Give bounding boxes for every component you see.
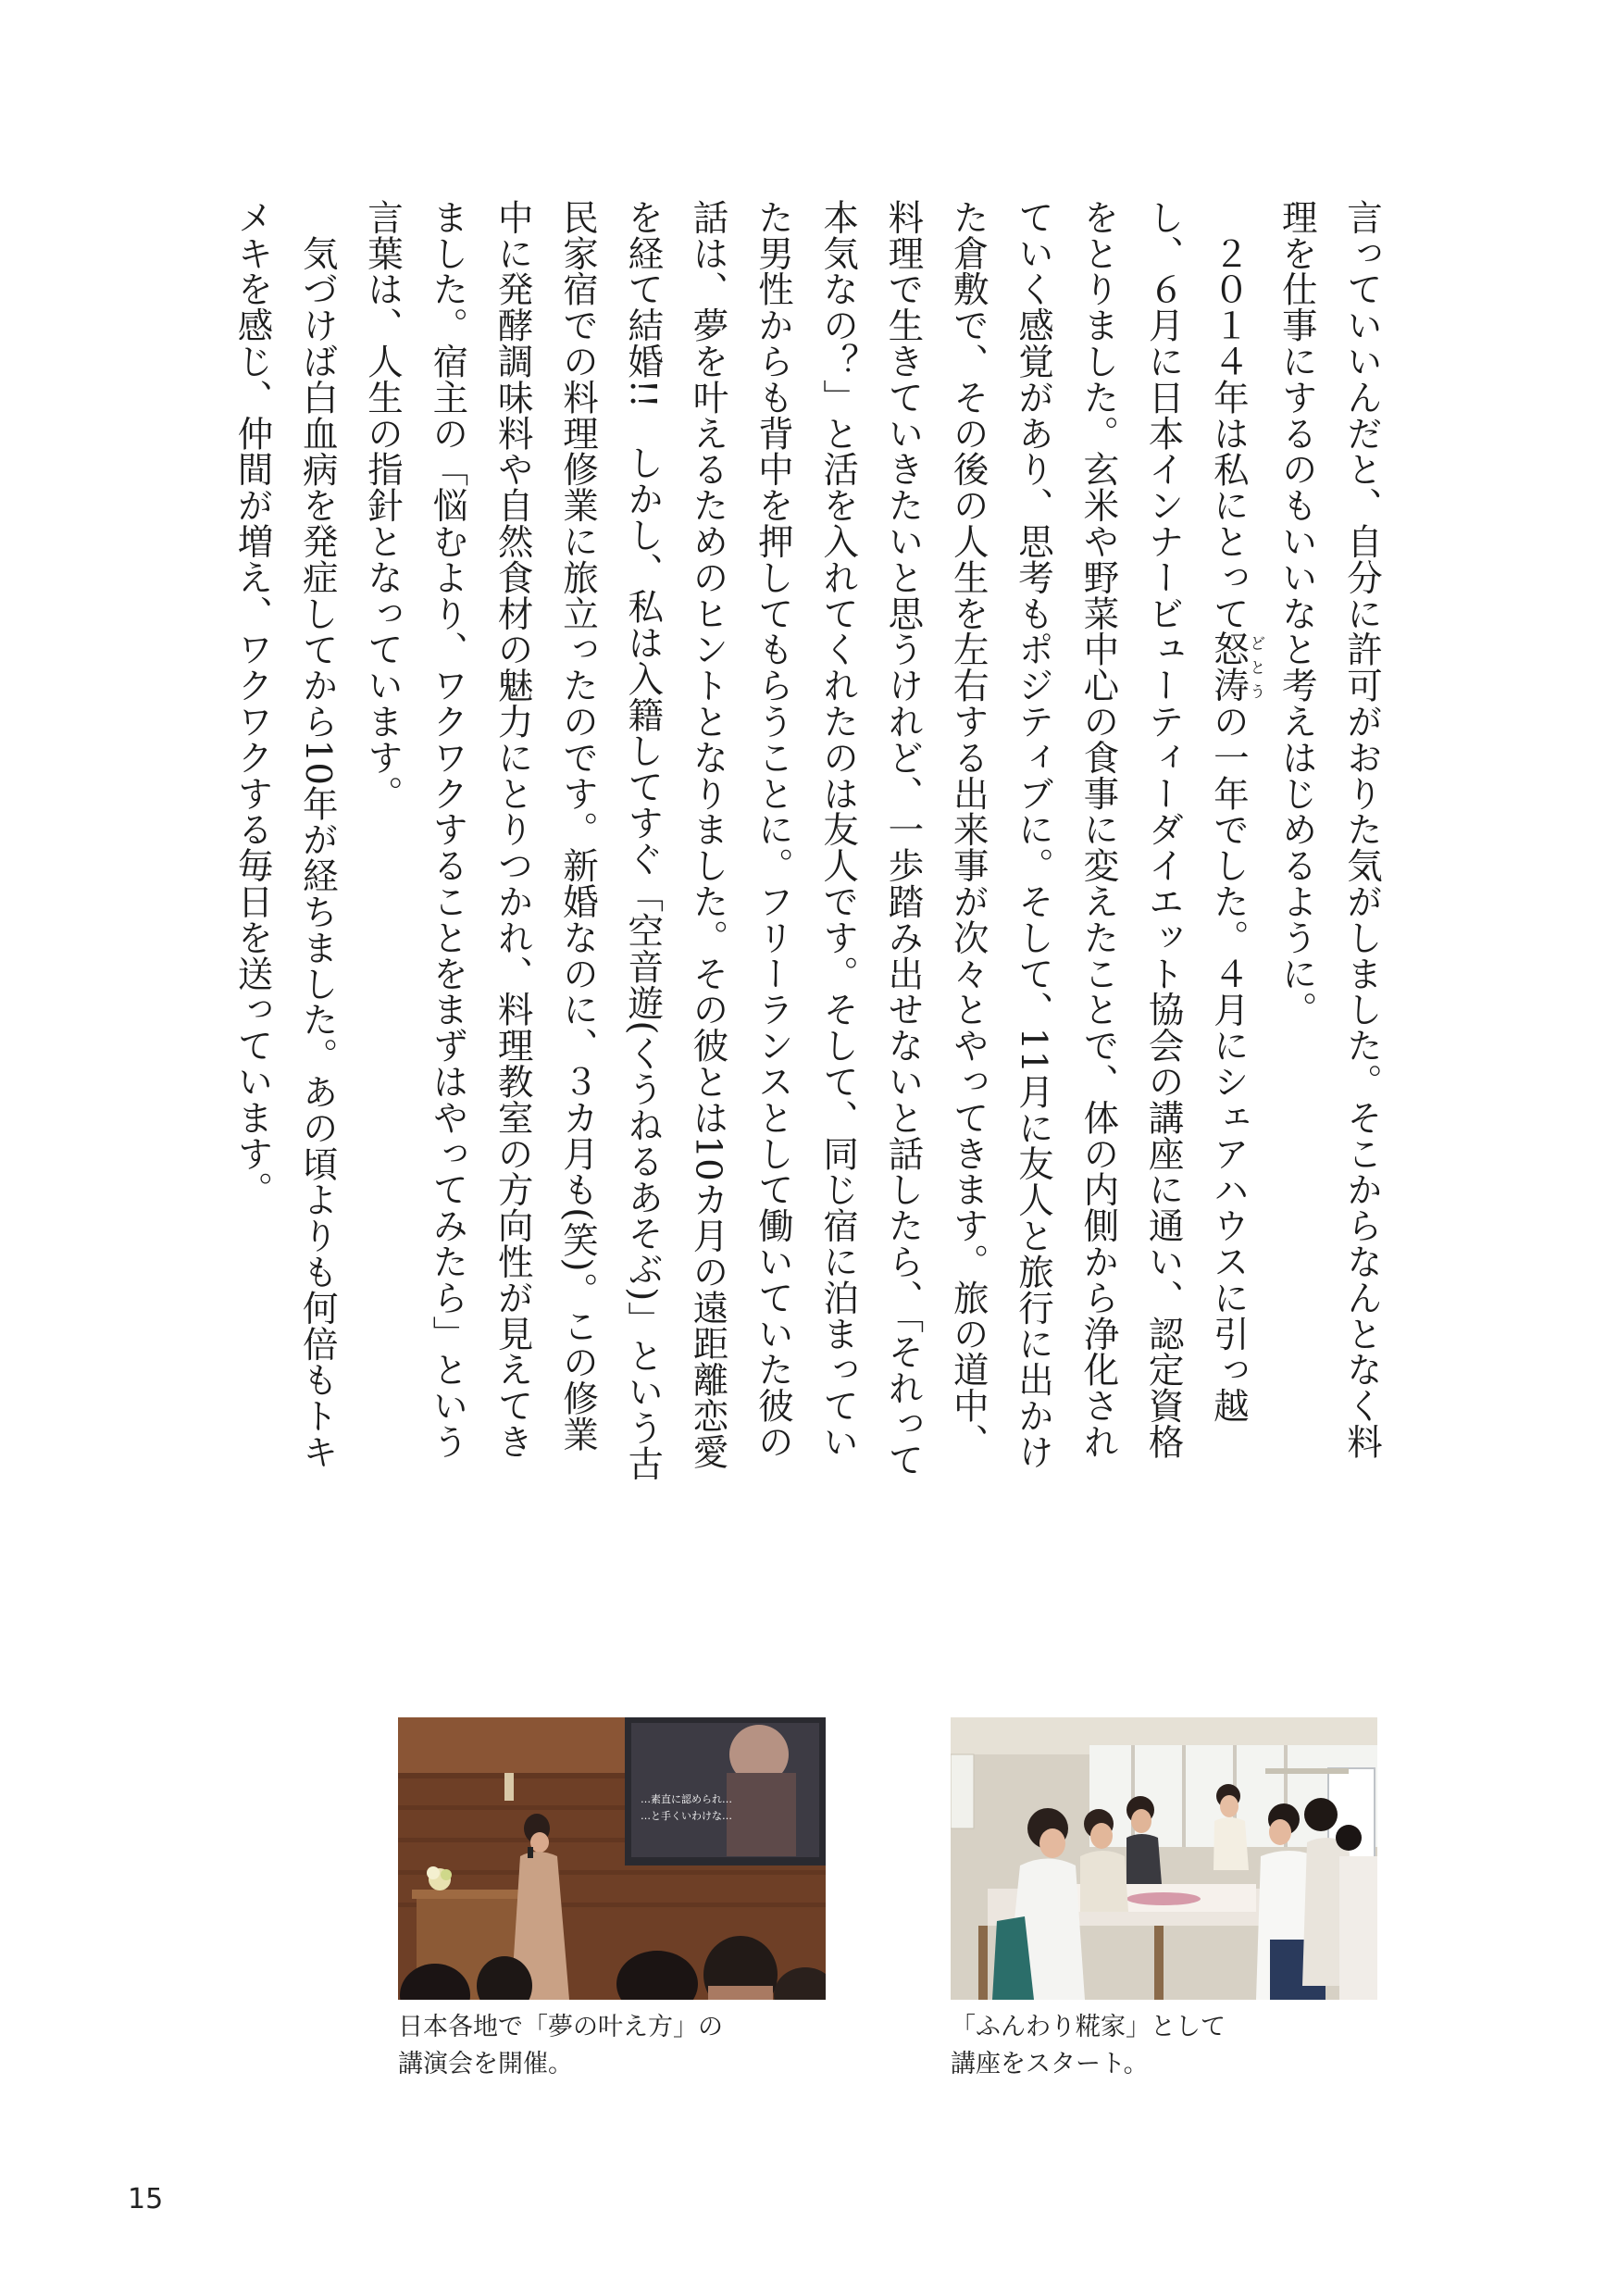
lecture-caption-line-2: 講演会を開催。 — [398, 2050, 573, 2078]
paragraph-3: 気づけば白血病を発症してから10年が経ちました。あの頃よりも何倍もトキメキを感じ、仲間が増え、ワクワクする毎日を送っています。 — [231, 199, 339, 1469]
paragraph-2 — [350, 199, 1264, 1486]
ruby-reading: どとう — [1246, 630, 1265, 704]
workshop-caption-line-1: 「ふんわり糀家」として — [951, 2013, 1226, 2041]
paragraph-2-before-ruby: ２０１４年は私にとって — [1207, 234, 1250, 631]
body-text — [219, 199, 1394, 1486]
lecture-scene — [398, 1717, 826, 2000]
page-number: 15 — [128, 2183, 164, 2215]
lecture-caption-line-1: 日本各地で「夢の叶え方」の — [398, 2013, 723, 2041]
workshop-caption — [951, 2009, 1226, 2083]
workshop-photo — [951, 1717, 1377, 2000]
ruby-base: 怒涛 — [1207, 630, 1250, 704]
workshop-caption-line-2: 講座をスタート。 — [951, 2050, 1149, 2078]
ruby-dotou — [1207, 630, 1265, 704]
workshop-scene — [951, 1717, 1377, 2000]
screen-caption-2: …と手くいわけな… — [641, 1810, 732, 1822]
paragraph-2-after-ruby: の一年でした。４月にシェアハウスに引っ越し、６月に日本インナービューティーダイエット協会の講座に通い、認定資格をとりました。玄米や野菜中心の食事に変えたことで、体の内側から浄化されていく感覚があり、思考もポジティブに。そして、11月に友人と旅行に出かけた倉敷で、その後の人生を左右する出来事が次々とやってきます。旅の道中、料理で生きていきたいと思うけれど、一歩踏み出せないと話したら、「それって本気なの？」と活を入れてくれたのは友人です。そして、同じ宿に泊まっていた男性からも背中を押してもらうことに。フリーランスとして働いていた彼の話は、夢を叶えるためのヒントとなりました。その彼とは10カ月の遠距離恋愛を経て結婚!! しかし、私は入籍してすぐ「空音遊(くうねるあそぶ)」という古民家宿での料理修業に旅立ったのです。新婚なのに、３カ月も(笑)。この修業中に発酵調味料や自然食材の魅力にとりつかれ、料理教室の方向性が見えてきました。宿主の「悩むより、ワクワクすることをまずはやってみたら」という言葉は、人生の指針となっています。 — [362, 199, 1250, 1482]
lecture-photo — [398, 1717, 826, 2000]
paragraph-1: 言っていいんだと、自分に許可がおりた気がしました。そこからなんとなく料理を仕事にするのもいいなと考えはじめるように。 — [1276, 199, 1383, 1460]
screen-caption-1: …素直に認められ… — [641, 1793, 732, 1805]
lecture-caption — [398, 2009, 723, 2083]
